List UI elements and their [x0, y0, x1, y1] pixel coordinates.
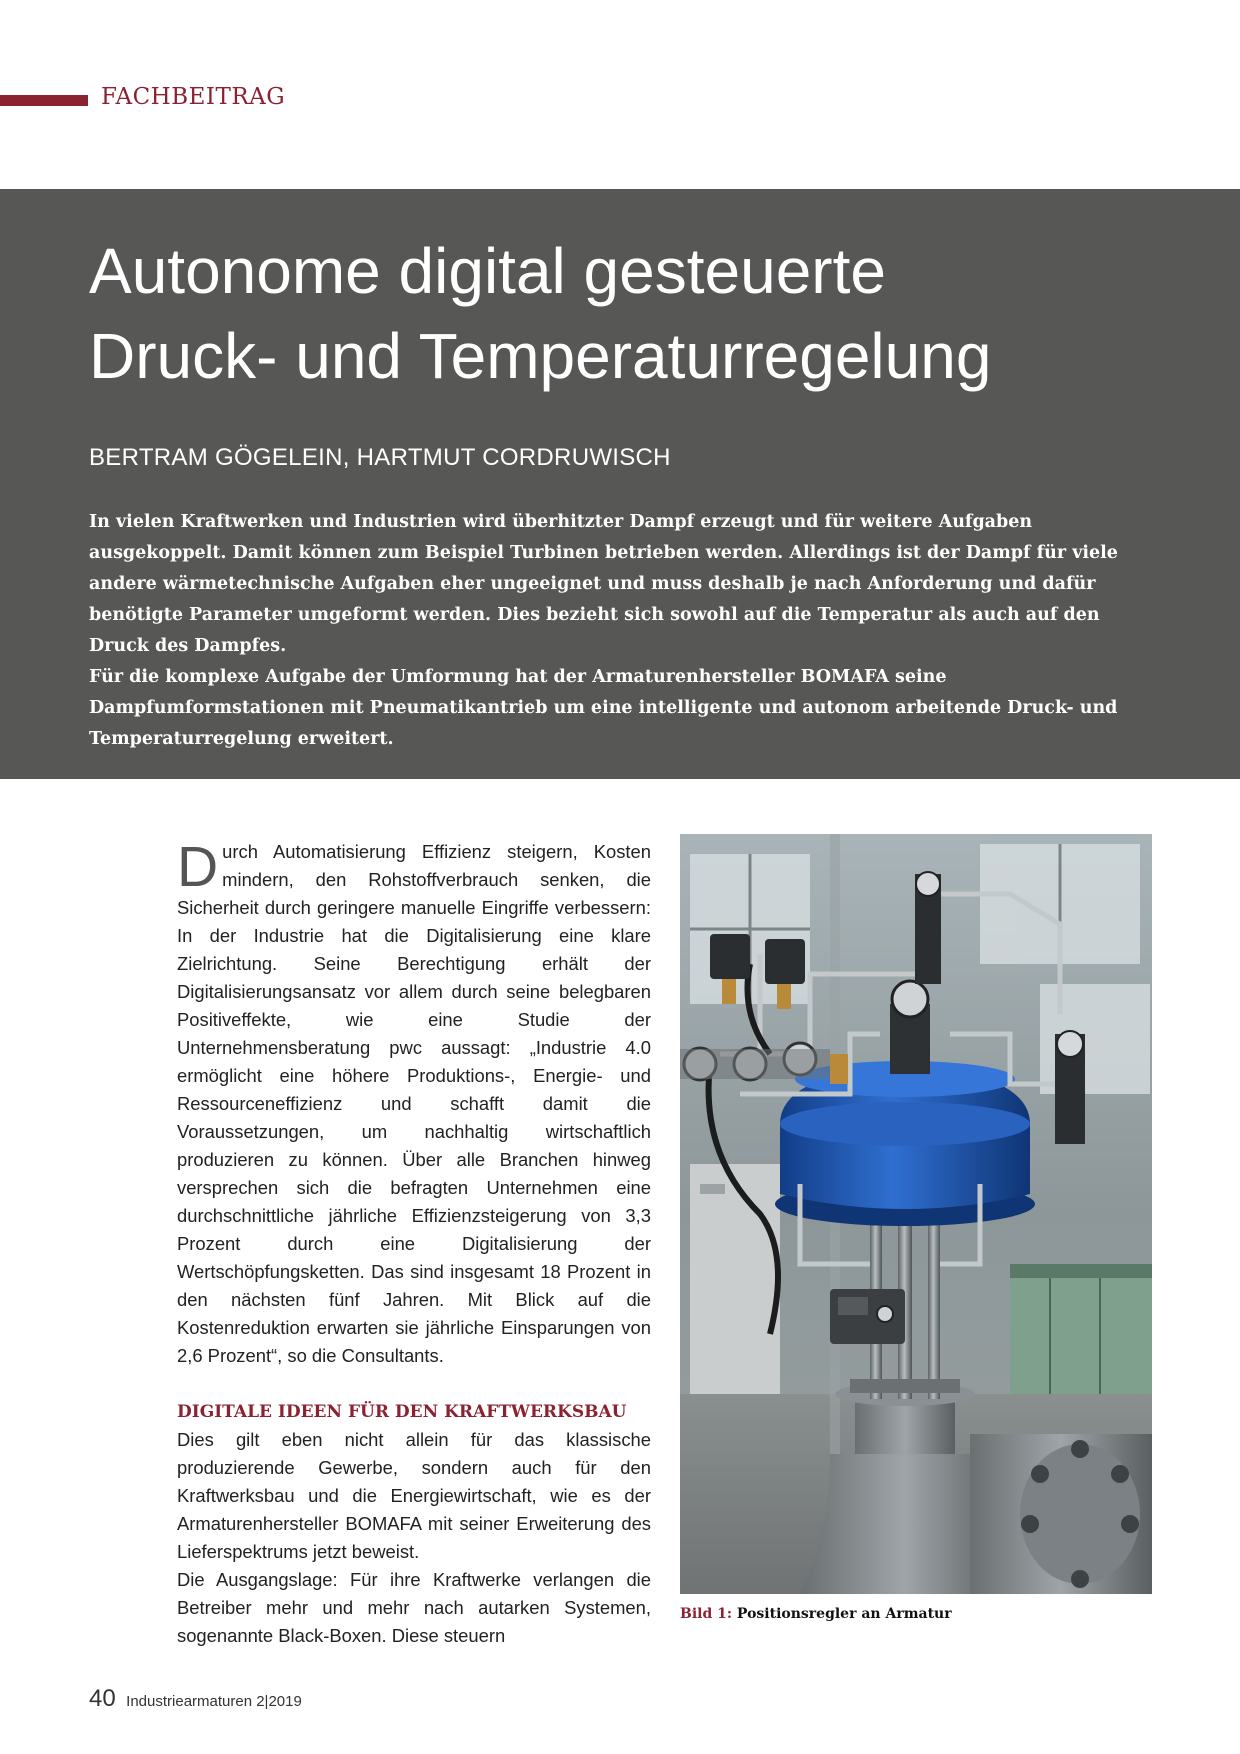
journal-issue: Industriearmaturen 2|2019 [126, 1693, 302, 1710]
article-lead [89, 507, 1139, 755]
lead-paragraph-1: In vielen Kraftwerken und Industrien wird überhitzter Dampf erzeugt und für weitere Aufgaben ausgekoppelt. Damit können zum Beispiel Turbinen betrieben werden. Allerdings ist der Dampf für viele andere wärmetechnische Aufgaben eher ungeeignet und muss deshalb je nach Anforderung und dafür benötigte Parameter umgeformt werden. Dies bezieht sich sowohl auf die Temperatur als auch auf den Druck des Dampfes. [89, 512, 1118, 656]
figure-photo [680, 834, 1152, 1594]
valve-positioner-illustration [680, 834, 1152, 1594]
article-authors: BERTRAM GÖGELEIN, HARTMUT CORDRUWISCH [89, 444, 671, 471]
caption-text: Positionsregler an Armatur [732, 1606, 952, 1622]
body-paragraph-1 [177, 835, 651, 1370]
caption-label: Bild 1: [680, 1606, 733, 1622]
figure-caption [680, 1606, 952, 1622]
subheading: DIGITALE IDEEN FÜR DEN KRAFTWERKSBAU [177, 1402, 627, 1422]
body-paragraph-2: Dies gilt eben nicht allein für das klassische produzierende Gewerbe, sondern auch für den Kraftwerksbau und die Energiewirtschaft, wie es der Armaturenhersteller BOMAFA mit seiner Erweiterung des Lieferspektrums jetzt beweist. [177, 1429, 651, 1562]
body-paragraph-3: Die Ausgangslage: Für ihre Kraftwerke verlangen die Betreiber mehr und mehr nach autarken Systemen, sogenannte Black-Boxen. Diese steuern [177, 1569, 651, 1646]
title-line-2: Druck- und Temperaturregelung [89, 320, 992, 392]
hero-banner [0, 189, 1240, 779]
section-accent-bar [0, 95, 88, 106]
lead-paragraph-2: Für die komplexe Aufgabe der Umformung hat der Armaturenhersteller BOMAFA seine Dampfumformstationen mit Pneumatikantrieb um eine intelligente und autonom arbeitende Druck- und Temperaturregelung erweitert. [89, 667, 1118, 749]
section-label: FACHBEITRAG [101, 84, 286, 110]
page-number: 40 [89, 1685, 116, 1712]
title-line-1: Autonome digital gesteuerte [89, 235, 886, 307]
body-paragraph-1-text: urch Automatisierung Effizienz steigern, Kosten mindern, den Rohstoffverbrauch senken, die Sicherheit durch geringere manuelle Eingriffe verbessern: In der Industrie hat die Digitalisierung eine klare Zielrichtung. Seine Berechtigung erhält der Digitalisierungsansatz vor allem durch seine belegbaren Positiveffekte, wie eine Studie der Unternehmensberatung pwc aussagt: „Industrie 4.0 ermöglicht eine höhere Produktions-, Energie- und Ressourceneffizienz und schafft damit die Voraussetzungen, um nachhaltig wirtschaftlich produzieren zu können. Über alle Branchen hinweg versprechen sich die befragten Unternehmen eine durchschnittliche jährliche Effizienzsteigerung von 3,3 Prozent durch eine Digitalisierung der Wertschöpfungsketten. Das sind insgesamt 18 Prozent in den nächsten fünf Jahren. Mit Blick auf die Kostenreduktion erwarten sie jährliche Einsparungen von 2,6 Prozent“, so die Consultants. [177, 841, 651, 1366]
article-title [89, 229, 1209, 399]
drop-cap: D [177, 835, 219, 899]
page-footer [89, 1685, 302, 1713]
body-column [177, 835, 651, 1650]
